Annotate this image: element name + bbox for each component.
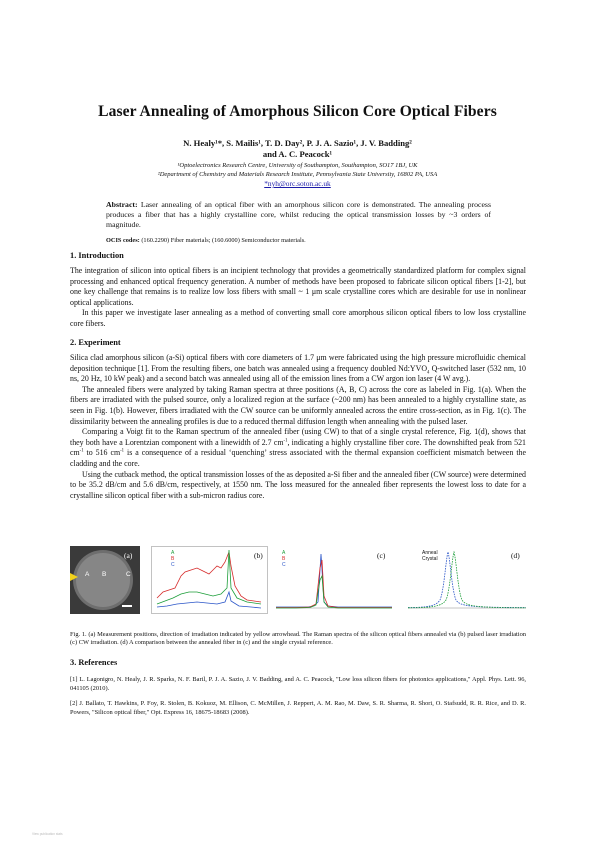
raman-plot-cw [276,546,392,614]
reference-2: [2] J. Ballato, T. Hawkins, P. Foy, R. Stolen, B. Kokuoz, M. Ellison, C. McMillen, J. Reppert, A. M. Rao, M. Daw, S. R. Sharma, R. Shori, O. Stafsudd, R. R. Rice, and D. R. Powers, "Silicon optical fiber," Opt. Express 16, 18675-18683 (2008). [70,700,526,716]
panel-d-label: (d) [511,551,520,560]
exp-paragraph-1: Silica clad amorphous silicon (a-Si) optical fibers with core diameters of 1.7 μm were fabricated using the high pressure microfluidic chemical deposition technique [1]. From the resulting fibers, one batch was annealed using a frequency doubled $Nd:YVO_4$ Q-switched laser (532 nm, 10 ns, 20 Hz, 10 kW peak) and a second batch was annealed using all of the emission lines from a CW argon ion laser (4 W avg.). [70,353,526,384]
ocis-codes [106,237,491,244]
abstract-label: Abstract: [106,200,138,209]
point-label-a: A [85,571,90,578]
figure-caption: Fig. 1. (a) Measurement positions, direction of irradiation indicated by yellow arrowhead. The Raman spectra of the silicon optical fibers annealed via (b) pulsed laser irradiation (c) CW irradiation. (d) A comparison between the annealed fiber in (c) and the single crystal reference. [70,631,526,647]
legend-d: Anneal Crystal [422,550,438,562]
experiment-body [70,353,526,501]
legend-b: A B C [171,550,175,568]
author-line-2: and A. C. Peacock¹ [262,149,333,159]
paper-title: Laser Annealing of Amorphous Silicon Core Optical Fibers [98,103,497,120]
abstract-text: Laser annealing of an optical fiber with an amorphous silicon core is demonstrated. The annealing process produces a fiber that has a highly crystalline core, whilst reducing the optical transmission losses by ~3 orders of magnitude. [106,200,491,229]
email-link[interactable]: *nyh@orc.soton.ac.uk [264,179,331,188]
section-heading-experiment: 2. Experiment [70,338,121,347]
panel-b-label: (b) [254,551,263,560]
affiliation-2: ²Department of Chemistry and Materials Research Institute, Pennsylvania State University, 16802 PA, USA [157,171,438,178]
ocis-text: (160.2290) Fiber materials; (160.6000) Semiconductor materials. [139,237,306,244]
reference-1: [1] L. Lagonigro, N. Healy, J. R. Sparks, N. F. Baril, P. J. A. Sazio, J. V. Badding, and A. C. Peacock, "Low loss silicon fibers for photonics applications," Appl. Phys. Lett. 96, 041105 (2010). [70,676,526,692]
author-list [0,138,595,160]
figure-panel-b [151,546,268,614]
introduction-body [70,266,526,330]
exp-paragraph-3: Comparing a Voigt fit to the Raman spectrum of the annealed fiber (using CW) to that of a single crystal reference, Fig. 1(d), shows that they both have a Lorentzian component with a linewidth of 2.7 $cm^{-1}$, indicating a highly crystalline fiber core. The downshifted peak from 521 $cm^{-1}$ to 516 $cm^{-1}$ is a consequence of a residual ‘quenching’ stress associated with the thermal expansion coefficient mismatch between the cladding and the core. [70,427,526,468]
scale-bar [122,605,132,607]
exp-paragraph-2: The annealed fibers were analyzed by taking Raman spectra at three positions (A, B, C) across the core as labeled in Fig. 1(a). When the fibers are irradiated with the pulsed source, only a localized region at the surface (~200 nm) has been annealed to a highly crystalline state, as seen in Fig. 1(b). However, fibers irradiated with the CW source can be uniformly annealed across the entire cross-section, as in Fig. 1(c). The dissimilarity between the annealing profiles is due to a reduced thermal diffusion length when annealing with the pulsed laser. [70,384,526,426]
legend-c: A B C [282,550,286,568]
author-line-1: N. Healy¹*, S. Mailis¹, T. D. Day², P. J. A. Sazio¹, J. V. Badding² [183,138,412,148]
intro-paragraph-2: In this paper we investigate laser annealing as a method of converting small core amorphous silicon optical fibers to low loss crystalline core fibers. [70,308,526,328]
panel-a-label: (a) [124,551,133,560]
point-label-c: C [126,571,131,578]
section-heading-references: 3. References [70,658,118,667]
intro-paragraph-1: The integration of silicon into optical fibers is an incipient technology that provides a geometrically standardized platform for complex signal processing and enhanced optical frequency generation. A number of methods have been proposed to fabricate silicon optical fibers [1-2], but one key challenge that remains is to realize low loss fibers with small ~ 1 μm scale crystalline cores which are desirable for use in nonlinear optical applications. [70,266,526,307]
affiliation-1: ¹Optoelectronics Research Centre, University of Southampton, Southampton, SO17 1BJ, UK [177,162,418,169]
figure-panel-c [276,546,392,614]
abstract [106,200,491,230]
figure-panel-a [70,546,140,614]
ocis-label: OCIS codes: [106,237,140,244]
panel-c-label: (c) [377,551,386,560]
footer-link[interactable]: View publication stats [32,832,63,836]
section-heading-introduction: 1. Introduction [70,251,124,260]
affiliations [0,161,595,189]
raman-plot-pulsed [151,546,268,614]
point-label-b: B [102,571,107,578]
figure-panel-d [408,546,526,614]
exp-paragraph-4: Using the cutback method, the optical transmission losses of the as deposited a-Si fiber and the annealed fiber (CW source) were determined to be 35.2 dB/cm and 5.6 dB/cm, respectively, at 1550 nm. The loss measured for the annealed fiber represents the lowest loss to date for a crystalline silicon optical fiber with a sub-micron radius core. [70,469,526,500]
